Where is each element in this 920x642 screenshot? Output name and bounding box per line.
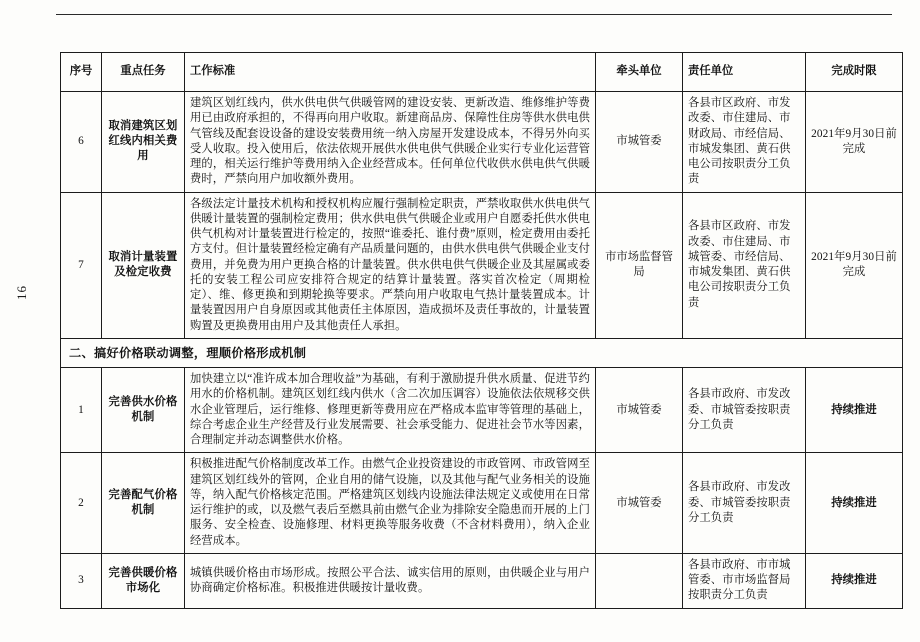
cell-seq: 6 (61, 92, 102, 193)
cell-standard: 积极推进配气价格制度改革工作。由燃气企业投资建设的市政管网、市政管网至建筑区划红线外的管网，企业自用的储气设施，以及其他与配气业务相关的设施等，纳入配气价格核定范围。严格建筑区划线内设施法律法规定义或使用在日常运行维护的或，以及燃气表后至燃具前由燃气企业为排除安全隐患而开展的上门服务、安全检查、设施修理、材料更换等服务收费（不含材料费用），纳入企业经营成本。 (185, 453, 596, 554)
cell-deadline: 持续推进 (806, 368, 903, 453)
cell-task: 完善配气价格机制 (102, 453, 185, 554)
table-body (61, 92, 903, 609)
cell-deadline: 持续推进 (806, 553, 903, 608)
cell-task: 完善供水价格机制 (102, 368, 185, 453)
section-heading-row (61, 338, 903, 367)
column-header-task: 重点任务 (102, 53, 185, 92)
cell-standard: 加快建立以“准许成本加合理收益”为基础，有利于激励提升供水质量、促进节约用水的价格机制。建筑区划红线内供水（含二次加压调容）设施依法依规移交供水企业管理后，运行维修、修理更新等费用应在严格成本监审等管理的基础上，综合考虑企业生产经营及行业发展需要、社会承受能力、促进社会节水等因素，合理制定并动态调整供水价格。 (185, 368, 596, 453)
table-row (61, 553, 903, 608)
column-header-lead: 牵头单位 (596, 53, 683, 92)
table-row (61, 453, 903, 554)
table-header (61, 53, 903, 92)
cell-resp: 各县市区政府、市发改委、市住建局、市城管委、市经信局、市城发集团、黄石供电公司按职责分工负责 (683, 192, 806, 338)
table-row (61, 192, 903, 338)
cell-task: 完善供暖价格市场化 (102, 553, 185, 608)
cell-deadline: 2021年9月30日前完成 (806, 92, 903, 193)
table-header-row (61, 53, 903, 92)
cell-lead: 市城管委 (596, 453, 683, 554)
cell-seq: 2 (61, 453, 102, 554)
table-row (61, 92, 903, 193)
cell-resp: 各县市政府、市发改委、市城管委按职责分工负责 (683, 368, 806, 453)
cell-deadline: 2021年9月30日前完成 (806, 192, 903, 338)
section-heading: 二、搞好价格联动调整，理顺价格形成机制 (61, 338, 903, 367)
cell-resp: 各县市政府、市发改委、市城管委按职责分工负责 (683, 453, 806, 554)
cell-resp: 各县市区政府、市发改委、市住建局、市财政局、市经信局、市城发集团、黄石供电公司按职责分工负责 (683, 92, 806, 193)
cell-task: 取消建筑区划红线内相关费用 (102, 92, 185, 193)
cell-resp: 各县市政府、市市城管委、市市场监督局按职责分工负责 (683, 553, 806, 608)
cell-lead: 市市场监督管局 (596, 192, 683, 338)
cell-standard: 建筑区划红线内，供水供电供气供暖管网的建设安装、更新改造、维修维护等费用已由政府承担的，不得再向用户收取。新建商品房、保障性住房等供水供电供气管线及配套设设备的建设安装费用统一纳入房屋开发建设成本，不得另外向买受人收取。投入使用后，依法依规开展供水供电供气供暖企业实行专业化运营管理的，相关运行维护等费用纳入企业经营成本。任何单位代收供水供电供气供暖费时，严禁向用户加收额外费用。 (185, 92, 596, 193)
table-row (61, 368, 903, 453)
column-header-resp: 责任单位 (683, 53, 806, 92)
cell-lead: 市城管委 (596, 368, 683, 453)
column-header-standard: 工作标准 (185, 53, 596, 92)
cell-deadline: 持续推进 (806, 453, 903, 554)
cell-lead (596, 553, 683, 608)
cell-standard: 城镇供暖价格由市场形成。按照公平合法、诚实信用的原则，由供暖企业与用户协商确定价格标准。积极推进供暖按计量收费。 (185, 553, 596, 608)
page-number: 16 (14, 285, 29, 300)
cell-lead: 市城管委 (596, 92, 683, 193)
cell-seq: 1 (61, 368, 102, 453)
tasks-table (60, 52, 903, 609)
cell-standard: 各级法定计量技术机构和授权机构应履行强制检定职责，严禁收取供水供电供气供暖计量装置的强制检定费用；供水供电供气供暖企业或用户自愿委托供水供电供气机构对计量装置进行检定的，按照“谁委托、谁付费”原则，检定费用由委托方支付。但计量装置经检定确有产品质量问题的，由供水供电供气供暖企业支付费用，并免费为用户更换合格的计量装置。供水供电供气供暖企业及其屋属或委托的安装工程公司应安排符合规定的结算计量装置。落实首次检定（周期检定）、维、修更换和到期轮换等要求。严禁向用户收取电气热计量装置成本。计量装置因用户自身原因或其他责任主体原因，造成损坏及责任事故的，计量装置购置及更换费用由用户及其他责任人承担。 (185, 192, 596, 338)
cell-task: 取消计量装置及检定收费 (102, 192, 185, 338)
cell-seq: 7 (61, 192, 102, 338)
cell-seq: 3 (61, 553, 102, 608)
column-header-seq: 序号 (61, 53, 102, 92)
page-top-rule (56, 14, 892, 15)
column-header-deadline: 完成时限 (806, 53, 903, 92)
